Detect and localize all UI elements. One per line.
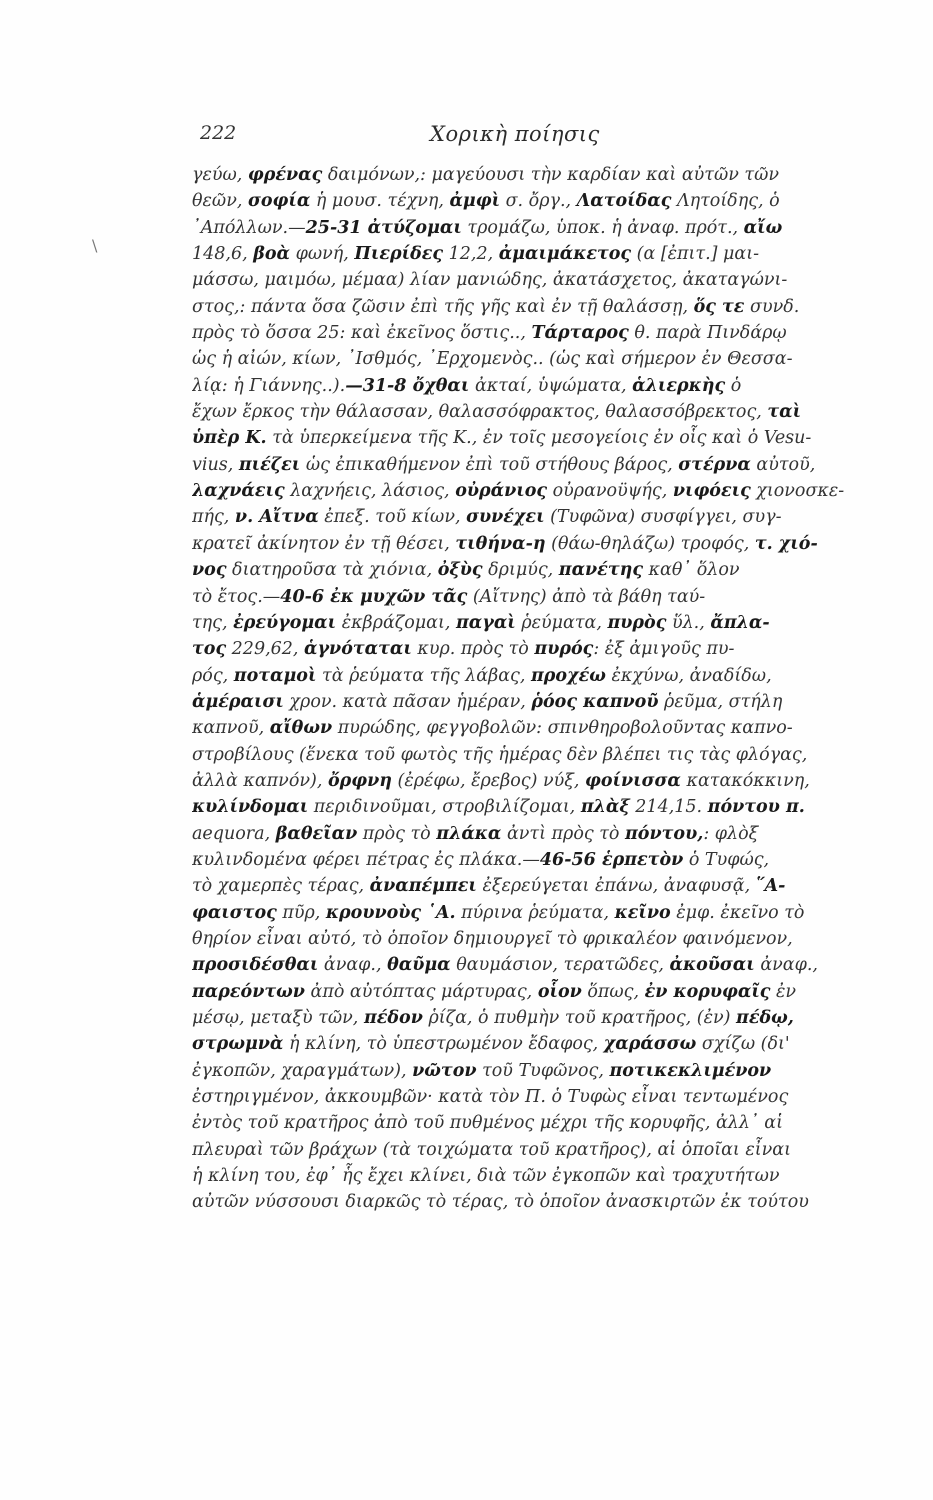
lemma: 25-31 [305, 217, 362, 238]
gloss: ἐκβράζομαι, [336, 612, 456, 633]
gloss: στροβίλους (ἕνεκα τοῦ φωτὸς τῆς ἡμέρας δὲν βλέπει τις τὰς φλόγας, [192, 744, 808, 765]
gloss: vius, [192, 454, 239, 475]
gloss: ὁ Τυφώς, [683, 849, 770, 870]
text-line [192, 952, 892, 978]
lemma: ἐν κορυφαῖς [644, 981, 771, 1002]
gloss: aequora, [192, 823, 276, 844]
gloss: ὅπως, [581, 981, 645, 1002]
lemma: αἴθων [269, 718, 333, 739]
gloss: κυρ. πρὸς τὸ [411, 639, 535, 660]
gloss: ῥεύματα, [515, 612, 608, 633]
gloss: λαχνήεις, λάσιος, [284, 481, 456, 502]
text-line [192, 241, 892, 267]
gloss: ῥεῦμα, στήλη [658, 691, 783, 712]
gloss: ἐστηριγμένον, ἀκκουμβῶν· κατὰ τὸν Π. ὁ Τυφὼς εἶναι τεντωμένος [192, 1087, 789, 1108]
lemma: ἀναπέμπει [369, 876, 477, 897]
text-line [192, 821, 892, 847]
gloss: στος,: πάντα ὅσα ζῶσιν ἐπὶ τῆς γῆς καὶ ἐν τῇ θαλάσσῃ, [192, 296, 694, 317]
text-line [192, 478, 892, 504]
lemma: ν. Αἴτνα [234, 507, 319, 528]
lemma: ὅς τε [693, 296, 745, 317]
gloss: ἀναφ., [754, 955, 818, 976]
lemma: ἁγνόταται [304, 639, 412, 660]
lemma: πόντου π. [707, 797, 805, 818]
text-line [192, 979, 892, 1005]
gloss: ἀναφ., [318, 955, 388, 976]
lemma: ῾Α. [421, 902, 456, 923]
gloss: ὡς ἡ αἰών, κίων, ᾿Ισθμός, ᾿Ερχομενὸς.. (ὡς καὶ σήμερον ἐν Θεσσα- [192, 349, 793, 370]
gloss: οὐρανοϋψής, [547, 481, 673, 502]
gloss: (Τυφῶνα) συσφίγγει, συγ- [544, 507, 782, 528]
lemma: λαχνάεις [192, 481, 285, 502]
lemma: χαράσσω [603, 1034, 697, 1055]
lemma: παγαὶ [455, 612, 516, 633]
gloss: ὡς ἐπικαθήμενον ἐπὶ τοῦ στήθους βάρος, [300, 454, 679, 475]
lemma: ὄχθαι [406, 375, 470, 396]
gloss: : φλὸξ [703, 823, 759, 844]
gloss: αὐτῶν νύσσουσι διαρκῶς τὸ τέρας, τὸ ὁποῖον ἀνασκιρτῶν ἐκ τούτου [192, 1192, 809, 1213]
text-line [192, 557, 892, 583]
gloss: ρός, [192, 665, 234, 686]
lemma: πανέτης [558, 560, 643, 581]
text-line [192, 531, 892, 557]
text-line [192, 900, 892, 926]
gloss: ῥίζα, ὁ πυθμὴν τοῦ κρατῆρος, (ἐν) [422, 1008, 737, 1028]
lemma: νῶτον [412, 1060, 477, 1081]
lemma: σοφία [247, 191, 311, 212]
gloss: θ. παρὰ Πινδάρῳ [628, 323, 787, 344]
gloss: κυλινδομένα φέρει πέτρας ἐς πλάκα.— [192, 849, 540, 870]
lemma: πυρὸς [607, 612, 667, 633]
gloss: μάσσω, μαιμόω, μέμαα) λίαν μανιώδης, ἀκατάσχετος, ἀκαταγώνι- [192, 270, 788, 291]
text-line [192, 1163, 892, 1189]
lemma: ἀτύζομαι [361, 217, 462, 238]
gloss: ἐπεξ. τοῦ κίων, [318, 507, 467, 528]
lemma: ἐρεύγομαι [233, 612, 337, 633]
text-line [192, 715, 892, 741]
lemma: ταὶ [767, 402, 802, 423]
gloss: διατηροῦσα τὰ χιόνια, [226, 560, 438, 581]
text-line [192, 584, 892, 610]
lemma: προσιδέσθαι [192, 955, 319, 976]
lemma: κεῖνο [614, 902, 671, 923]
text-line [192, 1189, 892, 1215]
text-line [192, 1110, 892, 1136]
text-line [192, 294, 892, 320]
gloss: πρὸς τὸ [357, 823, 437, 844]
page-header [200, 122, 820, 152]
lemma: ὑπὲρ Κ. [192, 428, 267, 449]
gloss: κρατεῖ ἀκίνητον ἐν τῇ θέσει, [192, 533, 456, 554]
lemma: ἀμφὶ [449, 191, 501, 212]
lemma: κρουνοὺς [325, 902, 422, 923]
gloss: ἀπὸ αὐτόπτας μάρτυρας, [304, 981, 538, 1002]
lemma: συνέχει [466, 507, 545, 528]
lemma: ἑρπετὸν [595, 849, 684, 870]
gloss: πύρινα ῥεύματα, [455, 902, 615, 923]
gloss: θαυμάσιον, τερατῶδες, [450, 955, 670, 976]
lemma: αἴω [743, 217, 783, 238]
gloss: πρότ., [684, 217, 744, 238]
gloss: ἔχων ἔρκος τὴν θάλασσαν, θαλασσόφρακτος, θαλασσόβρεκτος, [192, 402, 768, 423]
lemma: ὀξὺς [437, 560, 483, 581]
gloss: φωνή, [290, 244, 355, 265]
text-line [192, 926, 892, 952]
lemma: τος [192, 639, 227, 660]
lemma: φοίνισσα [585, 770, 681, 791]
lemma: πόντου, [625, 823, 704, 844]
gloss: 12,2, [443, 244, 499, 265]
lemma: νος [192, 560, 227, 581]
gloss: πλευραὶ τῶν βράχων (τὰ τοιχώματα τοῦ κρατῆρος), αἱ ὁποῖαι εἶναι [192, 1139, 791, 1160]
lemma: πυρός [534, 639, 594, 660]
gloss: τὸ ἔτος.— [192, 586, 281, 607]
lemma: Τάρταρος [531, 323, 629, 344]
gloss: σ. ὄργ., [500, 191, 577, 212]
gloss: ὕλ., [666, 612, 711, 633]
lemma: πέδῳ, [736, 1008, 794, 1028]
gloss: πυρώδης, φεγγοβολῶν: σπινθηροβολοῦντας καπνο- [332, 718, 793, 739]
lemma: ῞Α- [755, 876, 786, 897]
text-line [192, 1084, 892, 1110]
lemma: ῥόος καπνοῦ [531, 691, 659, 712]
text-line [192, 873, 892, 899]
text-line [192, 346, 892, 372]
gloss: πρὸς τὸ ὅσσα 25: καὶ ἐκεῖνος ὅστις.., [192, 323, 532, 344]
gloss: τὸ χαμερπὲς τέρας, [192, 876, 370, 897]
gloss: τρομάζω, ὑποκ. ἡ ἀναφ. [461, 217, 685, 238]
lemma: οὐράνιος [455, 481, 548, 502]
lemma: προχέω [530, 665, 606, 686]
gloss: : ἐξ ἀμιγοῦς πυ- [593, 639, 735, 660]
lemma: οἷον [537, 981, 582, 1002]
lemma: τιθήνα-η [455, 533, 546, 554]
lemma: ἐκ μυχῶν τᾶς [324, 586, 468, 607]
text-line [192, 452, 892, 478]
gloss: ἐκχύνω, ἀναδίδω, [605, 665, 772, 686]
gloss: ἐντὸς τοῦ κρατῆρος ἀπὸ τοῦ πυθμένος μέχρι τῆς κορυφῆς, ἀλλ᾿ αἱ [192, 1113, 783, 1134]
text-line [192, 847, 892, 873]
gloss: μέσῳ, μεταξὺ τῶν, [192, 1008, 364, 1028]
lemma: ὄρφνη [327, 770, 392, 791]
lemma: ἁμέραισι [192, 691, 284, 712]
gloss: θηρίον εἶναι αὐτό, τὸ ὁποῖον δημιουργεῖ τὸ φρικαλέον φαινόμενον, [192, 928, 793, 949]
gloss: ἡ κλίνη του, ἐφ᾿ ἧς ἔχει κλίνει, διὰ τῶν ἐγκοπῶν καὶ τραχυτήτων [192, 1166, 780, 1187]
lemma: πλὰξ [580, 797, 630, 818]
gloss: καθ᾿ ὅλον [642, 560, 740, 581]
gloss: σχίζω (δι' [696, 1034, 790, 1055]
running-title: Χορικὴ ποίησις [430, 122, 600, 146]
gloss: ἐμφ. ἐκεῖνο τὸ [670, 902, 805, 923]
gloss: τὰ ὑπερκείμενα τῆς Κ., ἐν τοῖς μεσογείοις ἐν οἷς καὶ ὁ Vesu- [266, 428, 812, 449]
gloss: ἡ κλίνη, τὸ ὑπεστρωμένον ἔδαφος, [283, 1034, 604, 1055]
gloss: γεύω, [192, 165, 248, 185]
lemma: ἀκοῦσαι [669, 955, 755, 976]
text-line [192, 320, 892, 346]
text-line [192, 373, 892, 399]
text-line [192, 504, 892, 530]
gloss: (Αἴτνης) ἀπὸ τὰ βάθη ταύ- [467, 586, 706, 607]
lemma: πέδον [363, 1008, 423, 1028]
gloss: της, [192, 612, 234, 633]
lemma: νιφόεις [672, 481, 751, 502]
gloss: ἐν [770, 981, 797, 1002]
commentary-text [192, 162, 892, 1216]
gloss: αὐτοῦ, [750, 454, 816, 475]
gloss: 214,15. [629, 797, 708, 818]
lemma: ποτικεκλιμένον [609, 1060, 772, 1081]
text-line [192, 1005, 892, 1031]
lemma: στέρνα [678, 454, 751, 475]
gloss: πῦρ, [276, 902, 326, 923]
gloss: (α [ἐπιτ.] μαι- [631, 244, 760, 265]
text-line [192, 188, 892, 214]
gloss: 229,62, [226, 639, 305, 660]
lemma: ἄπλα- [710, 612, 770, 633]
text-line [192, 425, 892, 451]
text-line [192, 1137, 892, 1163]
lemma: —31-8 [345, 375, 407, 396]
gloss: δαιμόνων,: μαγεύουσι τὴν καρδίαν καὶ αὐτῶν τῶν [322, 165, 780, 185]
gloss: ἡ μουσ. τέχνη, [310, 191, 450, 212]
text-line [192, 742, 892, 768]
gloss: ἀκταί, ὑψώματα, [469, 375, 633, 396]
lemma: πλάκα [436, 823, 502, 844]
lemma: 40-6 [280, 586, 325, 607]
lemma: παρεόντων [192, 981, 305, 1002]
text-line [192, 663, 892, 689]
gloss: τοῦ Τυφῶνος, [476, 1060, 610, 1081]
gloss: δριμύς, [482, 560, 559, 581]
gloss: ἐγκοπῶν, χαραγμάτων), [192, 1060, 413, 1081]
lemma: φαιστος [192, 902, 277, 923]
gloss: τὰ ῥεύματα τῆς λάβας, [316, 665, 531, 686]
margin-mark: \ [92, 236, 98, 255]
gloss: Λητοίδης, ὁ [671, 191, 780, 212]
gloss: ἐξερεύγεται ἐπάνω, ἀναφυσᾷ, [476, 876, 756, 897]
lemma: τ. χιό- [754, 533, 818, 554]
lemma: ποταμοὶ [233, 665, 317, 686]
lemma: βαθεῖαν [275, 823, 358, 844]
gloss: (θάω-θηλάζω) τροφός, [545, 533, 755, 554]
gloss: (ἐρέφω, ἔρεβος) νύξ, [391, 770, 586, 791]
text-line [192, 768, 892, 794]
gloss: κατακόκκινη, [680, 770, 810, 791]
lemma: πιέζει [238, 454, 301, 475]
lemma: Λατοίδας [576, 191, 672, 212]
lemma: Πιερίδες [354, 244, 444, 265]
text-line [192, 794, 892, 820]
gloss: καπνοῦ, [192, 718, 270, 739]
gloss: λίᾳ: ἡ Γιάννης..). [192, 375, 346, 396]
text-line [192, 1058, 892, 1084]
gloss: πής, [192, 507, 235, 528]
gloss: ᾿Απόλλων.— [192, 217, 306, 238]
gloss: ὁ [725, 375, 742, 396]
text-line [192, 162, 892, 188]
page-number: 222 [200, 122, 237, 144]
lemma: κυλίνδομαι [192, 797, 309, 818]
gloss: θεῶν, [192, 191, 248, 212]
gloss: 148,6, [192, 244, 254, 265]
lemma: ἁλιερκὴς [632, 375, 726, 396]
gloss: ἀντὶ πρὸς τὸ [501, 823, 625, 844]
text-line [192, 1031, 892, 1057]
lemma: φρένας [247, 165, 323, 185]
text-line [192, 610, 892, 636]
gloss: χρον. κατὰ πᾶσαν ἡμέραν, [283, 691, 532, 712]
gloss: συνδ. [744, 296, 800, 317]
gloss: χιονοσκε- [750, 481, 845, 502]
gloss: περιδινοῦμαι, στροβιλίζομαι, [308, 797, 581, 818]
text-line [192, 399, 892, 425]
lemma: βοὰ [253, 244, 290, 265]
text-line [192, 636, 892, 662]
lemma: στρωμνὰ [192, 1034, 284, 1055]
lemma: ἀμαιμάκετος [498, 244, 632, 265]
lemma: 46-56 [539, 849, 596, 870]
gloss: ἀλλὰ καπνόν), [192, 770, 328, 791]
lemma: θαῦμα [387, 955, 451, 976]
text-line [192, 267, 892, 293]
text-line [192, 689, 892, 715]
text-line [192, 215, 892, 241]
